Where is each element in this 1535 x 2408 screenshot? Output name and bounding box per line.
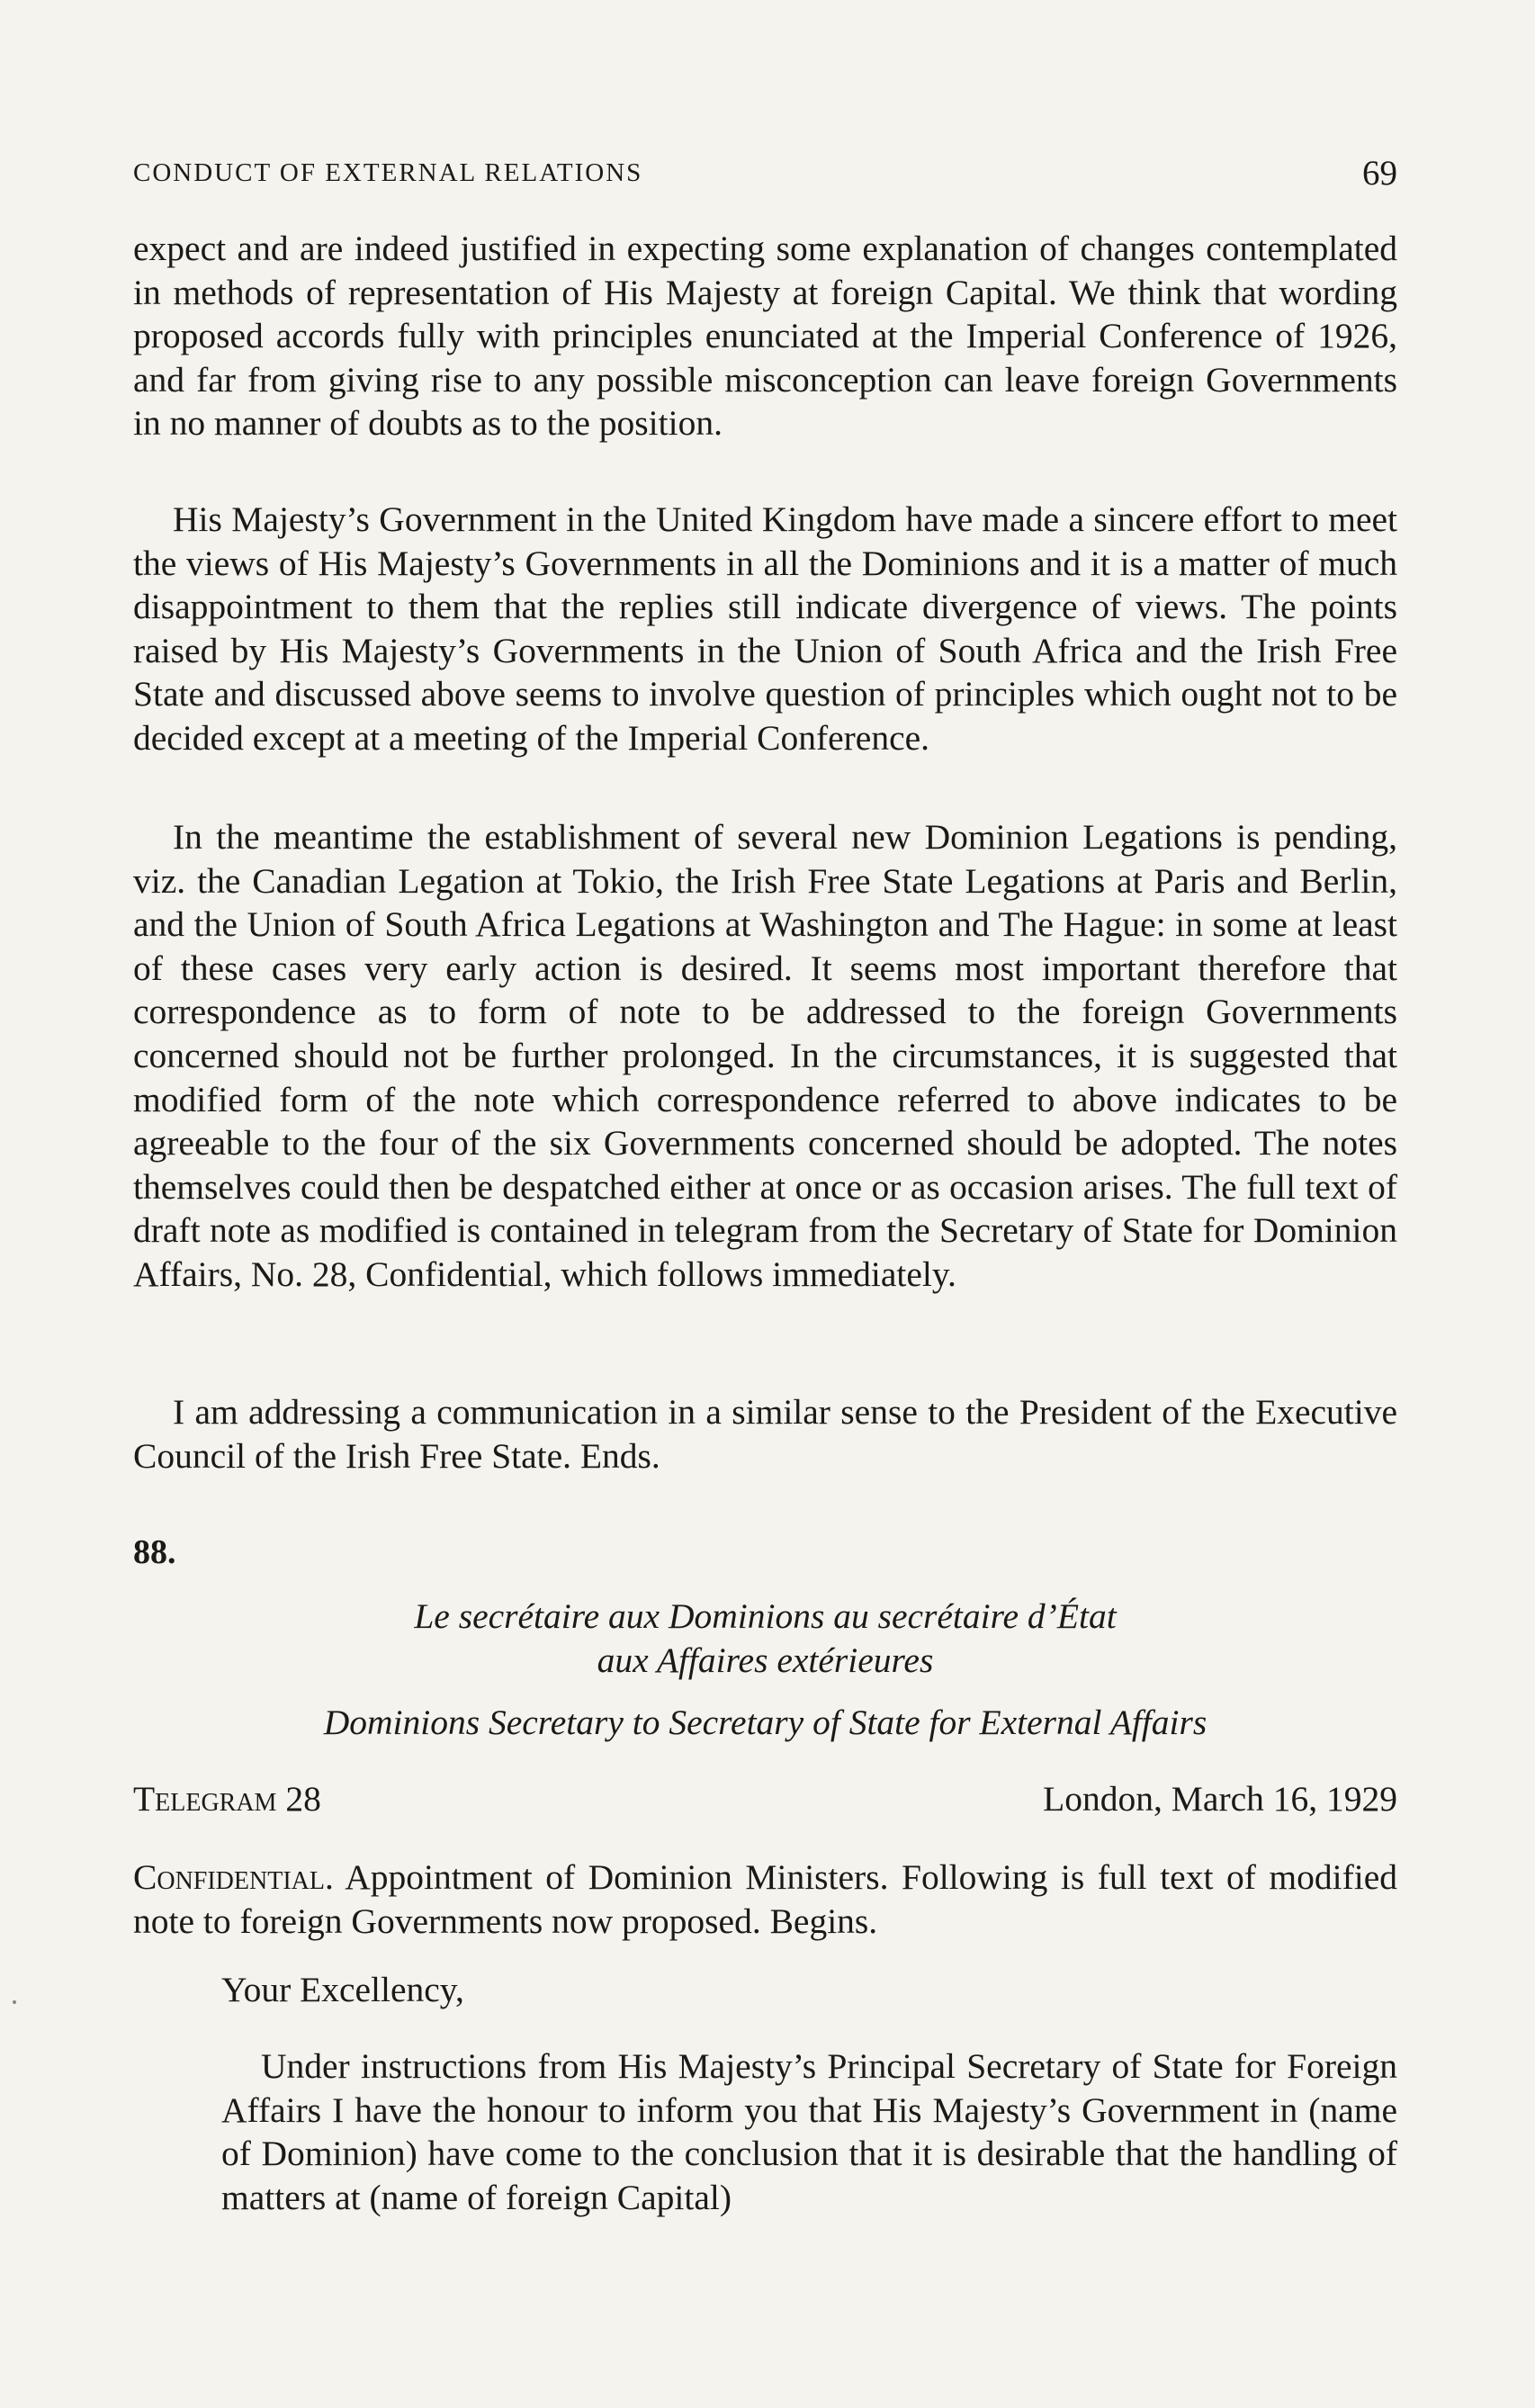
telegram-label: Telegram 28 — [133, 1779, 321, 1819]
page-number: 69 — [1362, 154, 1397, 193]
salutation: Your Excellency, — [221, 1970, 464, 2009]
body-paragraph — [133, 815, 1397, 1297]
page-header — [133, 153, 1397, 198]
document-title-english: Dominions Secretary to Secretary of State for External Affairs — [323, 1703, 1207, 1742]
confidential-label: Confidential. — [133, 1857, 334, 1897]
paragraph-text: expect and are indeed justified in expecting some explanation of changes contemplated in methods of representation of His Majesty at foreign Capital. We think that wording proposed accords fully with principles enunciated at the Imperial Conference of 1926, and far from giving rise to any possible misconception can leave foreign Governments in no manner of doubts as to the position. — [133, 229, 1397, 444]
paragraph-text — [133, 1855, 1397, 1943]
running-head: CONDUCT OF EXTERNAL RELATIONS — [133, 158, 643, 187]
place-and-date: London, March 16, 1929 — [1043, 1779, 1397, 1819]
paragraph-text: His Majesty’s Government in the United Kingdom have made a sincere effort to meet the views of His Majesty’s Governments in all the Dominions and it is a matter of much disappointment to them that the replies still indicate divergence of views. The points raised by His Majesty’s Governments in the Union of South Africa and the Irish Free State and discussed above seems to involve question of principles which ought not to be decided except at a meeting of the Imperial Conference. — [133, 499, 1397, 758]
document-title-french-line-1: Le secrétaire aux Dominions au secrétaire d’État — [414, 1596, 1117, 1636]
body-paragraph — [133, 498, 1397, 760]
margin-speck — [13, 2000, 16, 2004]
confidential-text: Appointment of Dominion Ministers. Following is full text of modified note to foreign Governments now proposed. Begins. — [133, 1857, 1397, 1941]
body-paragraph — [133, 1390, 1397, 1478]
paragraph-text: In the meantime the establishment of several new Dominion Legations is pending, viz. the Canadian Legation at Tokio, the Irish Free State Legations at Paris and Berlin, and the Union of South Africa Legations at Washington and The Hague: in some at least of these cases very early action is desired. It seems most important therefore that correspondence as to form of note to be addressed to the foreign Governments concerned should not be further prolonged. In the circumstances, it is suggested that modified form of the note which correspondence referred to above indicates to be agreeable to the four of the six Governments concerned should be adopted. The notes themselves could then be despatched either at once or as occasion arises. The full text of draft note as modified is contained in telegram from the Secretary of State for Dominion Affairs, No. 28, Confidential, which follows immediately. — [133, 817, 1397, 1294]
confidential-paragraph — [133, 1855, 1397, 1943]
paragraph-text: I am addressing a communication in a similar sense to the President of the Executive Council of the Irish Free State. Ends. — [133, 1392, 1397, 1476]
document-title-french-line-2: aux Affaires extérieures — [597, 1640, 934, 1680]
paragraph-text: Under instructions from His Majesty’s Principal Secretary of State for Foreign Affairs I have the honour to inform you that His Majesty’s Government in (name of Dominion) have come to the conclusion that it is desirable that the handling of matters at (name of foreign Capital) — [221, 2046, 1397, 2217]
telegram-line — [133, 1778, 1397, 1825]
body-paragraph — [133, 227, 1397, 445]
document-number: 88. — [133, 1533, 176, 1571]
note-paragraph — [221, 2044, 1397, 2219]
